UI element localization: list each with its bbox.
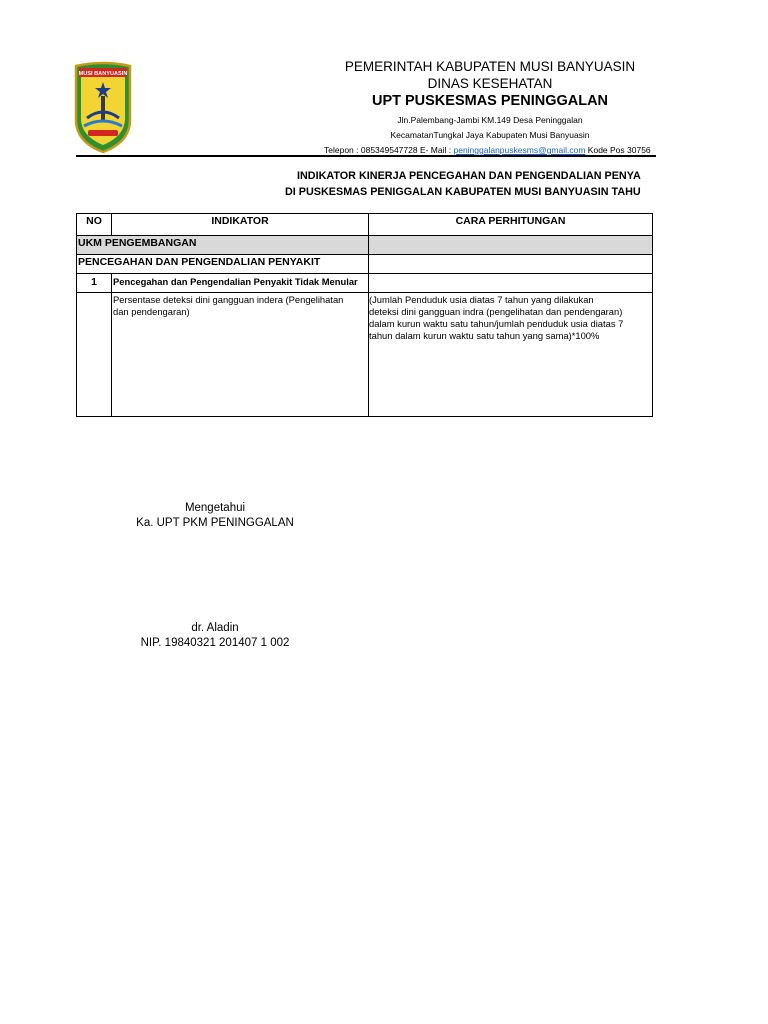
cara-text-line1: (Jumlah Penduduk usia diatas 7 tahun yang dilakukan (369, 294, 594, 305)
puskesmas-name: UPT PUSKESMAS PENINGGALAN (371, 93, 609, 109)
document-title-line2: DI PUSKESMAS PENIGGALAN KABUPATEN MUSI BANYUASIN TAHU (285, 186, 641, 198)
address-line: Jln.Palembang-Jambi KM.149 Desa Peninggalan (397, 115, 583, 125)
department-line: DINAS KESEHATAN (427, 76, 553, 91)
table-border (76, 416, 653, 417)
email-link[interactable]: peninggalanpuskesms@gmail.com (453, 145, 586, 155)
indikator-text-line2: dan pendengaran) (113, 306, 190, 317)
government-line: PEMERINTAH KABUPATEN MUSI BANYUASIN (344, 59, 636, 74)
logo-text: MUSI BANYUASIN (78, 71, 128, 77)
district-line: KecamatanTungkal Jaya Kabupaten Musi Banyuasin (390, 130, 590, 140)
table-border (76, 235, 653, 236)
signature-name: dr. Aladin (191, 622, 239, 634)
group-number: 1 (91, 276, 97, 288)
signature-position: Ka. UPT PKM PENINGGALAN (136, 517, 294, 529)
table-border (76, 292, 653, 293)
signature-acknowledged: Mengetahui (184, 502, 246, 514)
document-title-line1: INDIKATOR KINERJA PENCEGAHAN DAN PENGENDALIAN PENYA (297, 170, 641, 182)
section-ukm-pengembangan: UKM PENGEMBANGAN (78, 237, 197, 249)
group-label: Pencegahan dan Pengendalian Penyakit Tidak Menular (113, 276, 358, 287)
section-p2p: PENCEGAHAN DAN PENGENDALIAN PENYAKIT (78, 256, 321, 268)
regency-coat-of-arms-logo (72, 60, 134, 154)
table-border (76, 254, 653, 255)
cara-text-line4: tahun dalam kurun waktu satu tahun yang sama)*100% (369, 330, 600, 341)
table-border (76, 273, 653, 274)
postal-code: Kode Pos 30756 (585, 145, 651, 155)
letterhead-divider (76, 155, 656, 157)
cara-text-line2: deteksi dini gangguan indra (pengelihatan dan pendengaran) (369, 306, 623, 317)
indikator-cell (113, 294, 369, 318)
table-border (111, 273, 112, 417)
header-no: NO (86, 215, 102, 227)
table-border (76, 213, 653, 214)
contact-line (324, 145, 654, 155)
table-border (652, 213, 653, 417)
table-border (76, 213, 77, 417)
signature-nip: NIP. 19840321 201407 1 002 (140, 637, 290, 649)
cara-text-line3: dalam kurun waktu satu tahun/jumlah penduduk usia diatas 7 (369, 318, 624, 329)
phone-text: Telepon : 085349547728 E- Mail : (324, 145, 454, 155)
header-indikator: INDIKATOR (211, 215, 269, 227)
cara-perhitungan-cell (369, 294, 652, 342)
indikator-text-line1: Persentase deteksi dini gangguan indera (Pengelihatan (113, 294, 344, 305)
header-cara-perhitungan: CARA PERHITUNGAN (455, 215, 566, 227)
